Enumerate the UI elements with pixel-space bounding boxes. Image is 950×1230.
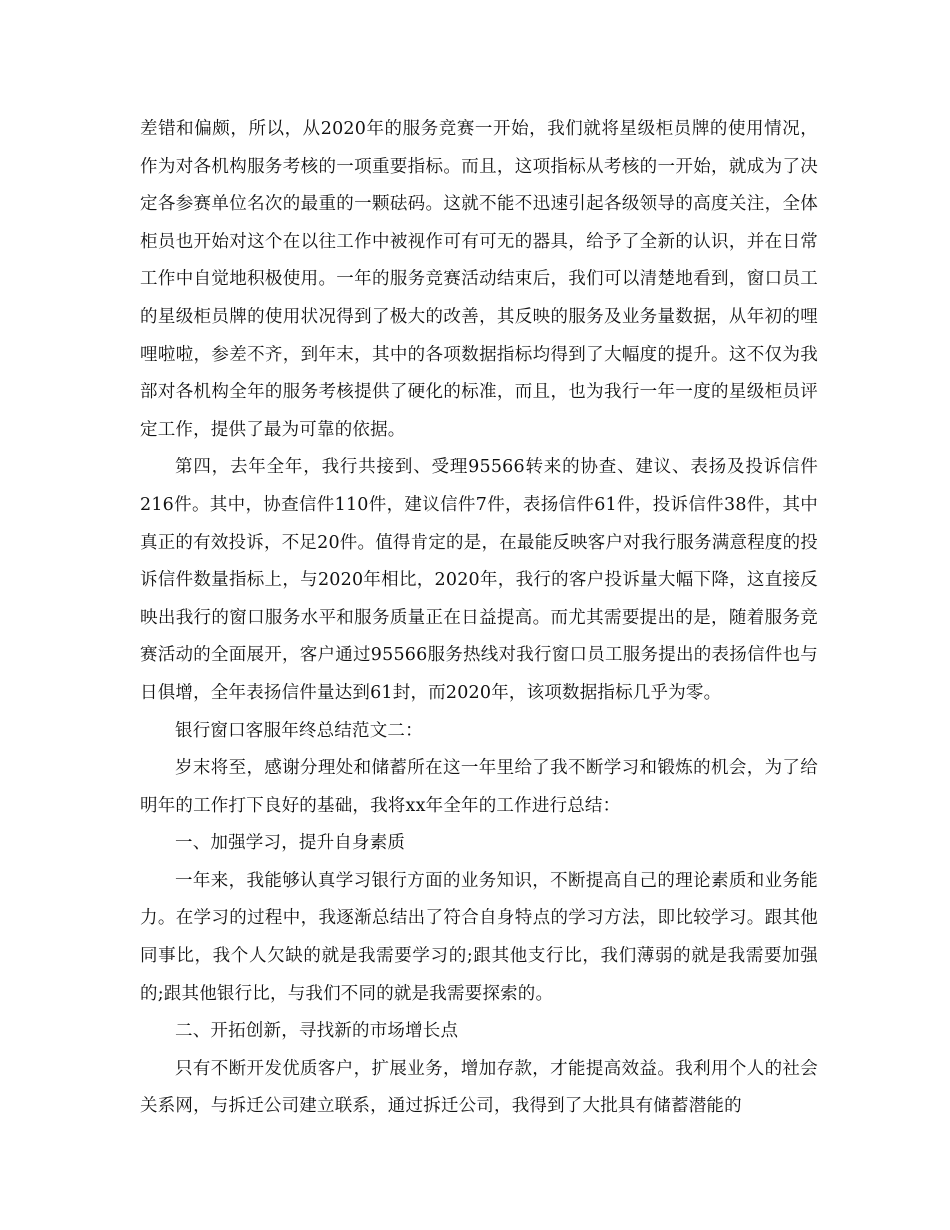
section-heading-sample-two: 银行窗口客服年终总结范文二： bbox=[175, 720, 423, 741]
subheading-learning: 一、加强学习，提升自身素质 bbox=[175, 833, 406, 854]
paragraph-learning: 一年来，我能够认真学习银行方面的业务知识，不断提高自己的理论素质和业务能力。在学习的过程中，我逐渐总结出了符合自身特点的学习方法，即比较学习。跟其他同事比，我个人欠缺的就是我需要学习的;跟其他支行比，我们薄弱的就是我需要加强的;跟其他银行比，与我们不同的就是我需要探索的。 bbox=[140, 870, 818, 1004]
paragraph-innovation: 只有不断开发优质客户，扩展业务，增加存款，才能提高效益。我利用个人的社会关系网，与拆迁公司建立联系，通过拆迁公司，我得到了大批具有储蓄潜能的 bbox=[140, 1058, 818, 1117]
paragraph-intro: 岁末将至，感谢分理处和储蓄所在这一年里给了我不断学习和锻炼的机会，为了给明年的工作打下良好的基础，我将xx年全年的工作进行总结： bbox=[140, 758, 818, 816]
document-page bbox=[140, 111, 818, 1126]
paragraph-fourth-point: 第四，去年全年，我行共接到、受理95566转来的协查、建议、表扬及投诉信件216件。其中，协查信件110件，建议信件7件，表扬信件61件，投诉信件38件，其中真正的有效投诉，不足20件。值得肯定的是，在最能反映客户对我行服务满意程度的投诉信件数量指标上，与2020年相比，2020年，我行的客户投诉量大幅下降，这直接反映出我行的窗口服务水平和服务质量正在日益提高。而尤其需要提出的是，随着服务竞赛活动的全面展开，客户通过95566服务热线对我行窗口员工服务提出的表扬信件也与日俱增，全年表扬信件量达到61封，而2020年，该项数据指标几乎为零。 bbox=[140, 457, 818, 703]
subheading-innovation: 二、开拓创新，寻找新的市场增长点 bbox=[175, 1021, 459, 1042]
paragraph-continued: 差错和偏颇，所以，从2020年的服务竞赛一开始，我们就将星级柜员牌的使用情况，作为对各机构服务考核的一项重要指标。而且，这项指标从考核的一开始，就成为了决定各参赛单位名次的最重的一颗砝码。这就不能不迅速引起各级领导的高度关注，全体柜员也开始对这个在以往工作中被视作可有可无的器具，给予了全新的认识，并在日常工作中自觉地积极使用。一年的服务竞赛活动结束后，我们可以清楚地看到，窗口员工的星级柜员牌的使用状况得到了极大的改善，其反映的服务及业务量数据，从年初的哩哩啦啦，参差不齐，到年末，其中的各项数据指标均得到了大幅度的提升。这不仅为我部对各机构全年的服务考核提供了硬化的标准，而且，也为我行一年一度的星级柜员评定工作，提供了最为可靠的依据。 bbox=[140, 119, 818, 440]
